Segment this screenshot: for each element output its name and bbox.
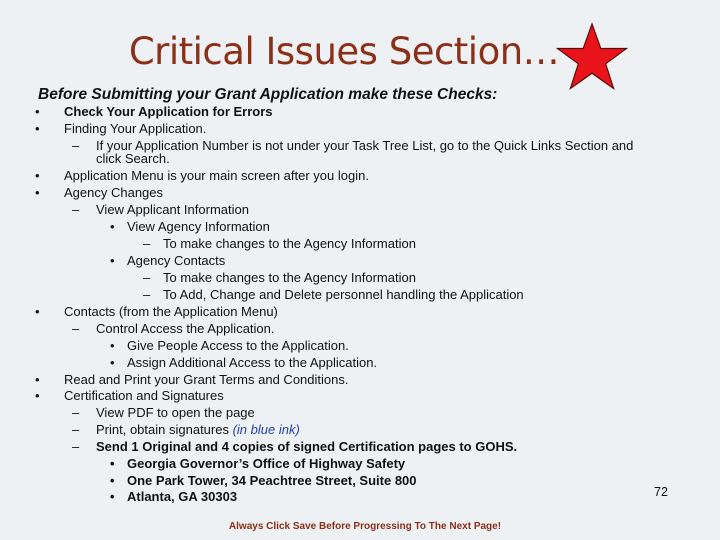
list-item: Finding Your Application. [64,121,207,136]
dash-icon: – [72,321,80,336]
dash-icon: – [143,270,151,285]
dash-icon: – [72,138,80,153]
bullet-icon: • [35,304,40,319]
dash-icon: – [72,422,80,437]
list-item: Send 1 Original and 4 copies of signed Certification pages to GOHS. [96,439,518,454]
red-star-icon [555,22,629,94]
dash-icon: – [143,236,151,251]
footer-note: Always Click Save Before Progressing To The Next Page! [228,521,502,532]
bullet-icon: • [110,253,115,268]
dash-icon: – [72,405,80,420]
list-item: To Add, Change and Delete personnel handling the Application [163,287,524,302]
slide-title: Critical Issues Section… [128,30,560,73]
list-item: Certification and Signatures [64,388,224,403]
list-item: Check Your Application for Errors [64,104,273,119]
list-item-continuation: click Search. [96,151,170,166]
bullet-icon: • [35,121,40,136]
bullet-icon: • [110,473,115,488]
list-item: Contacts (from the Application Menu) [64,304,278,319]
bullet-icon: • [110,355,115,370]
bullet-icon: • [35,185,40,200]
list-item: If your Application Number is not under your Task Tree List, go to the Quick Links Section and [96,138,634,153]
list-item: Assign Additional Access to the Application. [127,355,378,370]
dash-icon: – [72,439,80,454]
bullet-icon: • [110,489,115,504]
bullet-icon: • [35,168,40,183]
list-item: Give People Access to the Application. [127,338,349,353]
blue-ink-note: (in blue ink) [232,422,300,437]
list-item: View Agency Information [127,219,270,234]
list-item [96,422,300,438]
page-number: 72 [654,485,668,499]
dash-icon: – [72,202,80,217]
bullet-icon: • [110,456,115,471]
list-item: Agency Contacts [127,253,226,268]
list-item: View PDF to open the page [96,405,255,420]
bullet-icon: • [35,388,40,403]
list-item: View Applicant Information [96,202,249,217]
bullet-icon: • [110,219,115,234]
star-shape [558,24,627,89]
list-item: Application Menu is your main screen after you login. [64,168,369,183]
bullet-icon: • [110,338,115,353]
list-item: Agency Changes [64,185,164,200]
list-item-text: Print, obtain signatures [96,422,233,437]
list-item: Georgia Governor’s Office of Highway Safety [127,456,406,471]
slide-subtitle: Before Submitting your Grant Application make these Checks: [38,86,498,103]
bullet-icon: • [35,104,40,119]
list-item: To make changes to the Agency Information [163,270,416,285]
list-item: To make changes to the Agency Information [163,236,416,251]
list-item: One Park Tower, 34 Peachtree Street, Suite 800 [127,473,417,488]
list-item: Atlanta, GA 30303 [127,489,238,504]
dash-icon: – [143,287,151,302]
list-item: Control Access the Application. [96,321,275,336]
bullet-icon: • [35,372,40,387]
list-item: Read and Print your Grant Terms and Conditions. [64,372,349,387]
